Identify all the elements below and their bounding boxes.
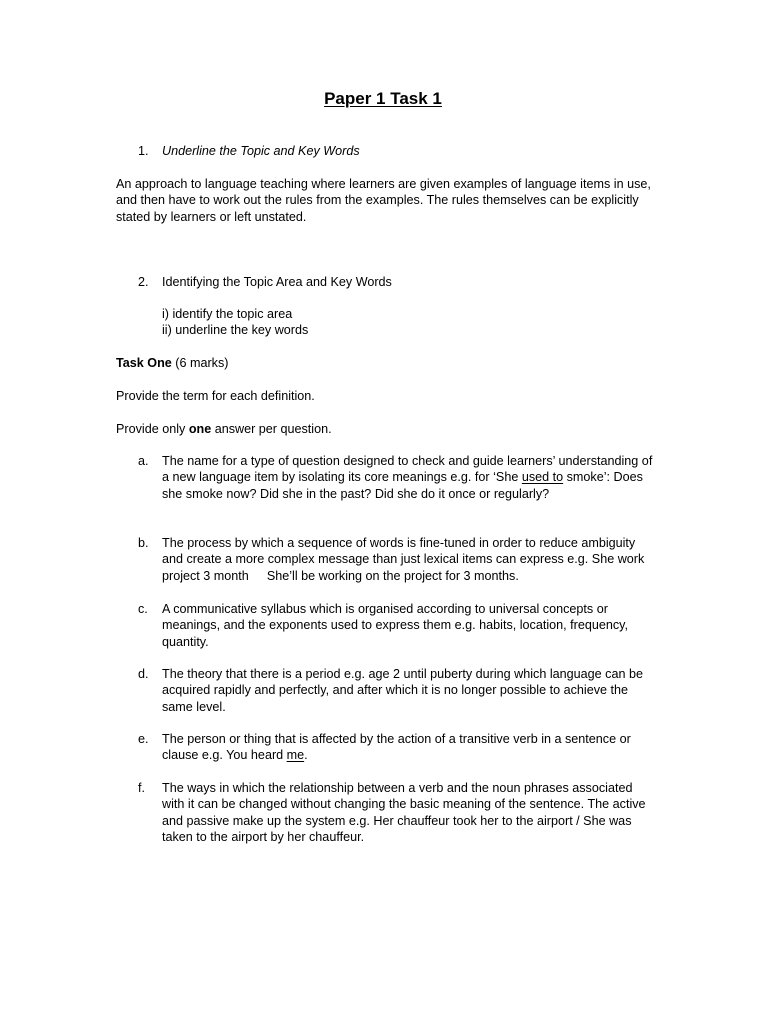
task-heading: [116, 355, 656, 371]
question-b-text: [162, 535, 654, 584]
section-1-number: 1.: [138, 144, 149, 158]
question-a-underlined: used to: [521, 470, 564, 485]
question-e-text-pre: The person or thing that is affected by the action of a transitive verb in a sentence or clause e.g. You heard: [162, 732, 631, 763]
subitem-identify-topic: i) identify the topic area: [162, 307, 293, 321]
question-b-text-pre: The process by which a sequence of words is fine-tuned in order to reduce ambiguity and create a more complex message than just lexical items can express e.g. She work project 3 month: [162, 536, 645, 583]
subitem-underline-keywords: ii) underline the key words: [162, 323, 309, 338]
section-2-subitems: [162, 306, 562, 339]
question-a-text: [162, 453, 654, 502]
task-label: Task One: [116, 356, 172, 370]
page-title: Paper 1 Task 1: [324, 89, 442, 108]
question-f-marker: f.: [138, 781, 145, 795]
instruction-2-bold: one: [188, 422, 212, 436]
task-instruction-1: Provide the term for each definition.: [116, 389, 315, 403]
question-a-text-pre: The name for a type of question designed to check and guide learners’ understanding of a new language item by isolating its core meanings e.g. for ‘She: [162, 454, 653, 485]
question-c-marker: c.: [138, 602, 148, 616]
question-d-marker: d.: [138, 667, 149, 681]
question-e-text-post: .: [304, 748, 308, 763]
question-c-text: A communicative syllabus which is organised according to universal concepts or meanings, and the exponents used to express them e.g. habits, location, frequency, quantity.: [162, 602, 629, 649]
instruction-2-post: answer per question.: [211, 422, 332, 436]
question-e-marker: e.: [138, 732, 149, 746]
section-2-number: 2.: [138, 275, 149, 289]
task-marks: (6 marks): [171, 356, 229, 370]
question-e-underlined: me: [286, 748, 305, 763]
question-b-marker: b.: [138, 536, 149, 550]
question-e-text: [162, 731, 654, 764]
question-d-text: The theory that there is a period e.g. age 2 until puberty during which language can be acquired rapidly and perfectly, and after which it is no longer possible to achieve the same level.: [162, 667, 643, 714]
section-1-title: Underline the Topic and Key Words: [162, 144, 360, 158]
question-a-marker: a.: [138, 454, 149, 468]
task-instruction-2: [116, 421, 656, 437]
question-a-text-post: smoke’: Does she smoke now? Did she in the past? Did she do it once or regularly?: [162, 470, 643, 501]
instruction-2-pre: Provide only: [116, 422, 189, 436]
section-2-title: Identifying the Topic Area and Key Words: [162, 275, 392, 289]
section-1-paragraph: An approach to language teaching where learners are given examples of language items in use, and then have to work out the rules from the examples. The rules themselves can be explicitly stated by learners or left unstated.: [116, 177, 651, 224]
question-b-text-post: She’ll be working on the project for 3 months.: [266, 568, 519, 583]
question-f-text: The ways in which the relationship between a verb and the noun phrases associated with it can be changed without changing the basic meaning of the sentence. The active and passive make up the system e.g. Her chauffeur took her to the airport / She was taken to the airport by her chauffeur.: [162, 781, 646, 845]
